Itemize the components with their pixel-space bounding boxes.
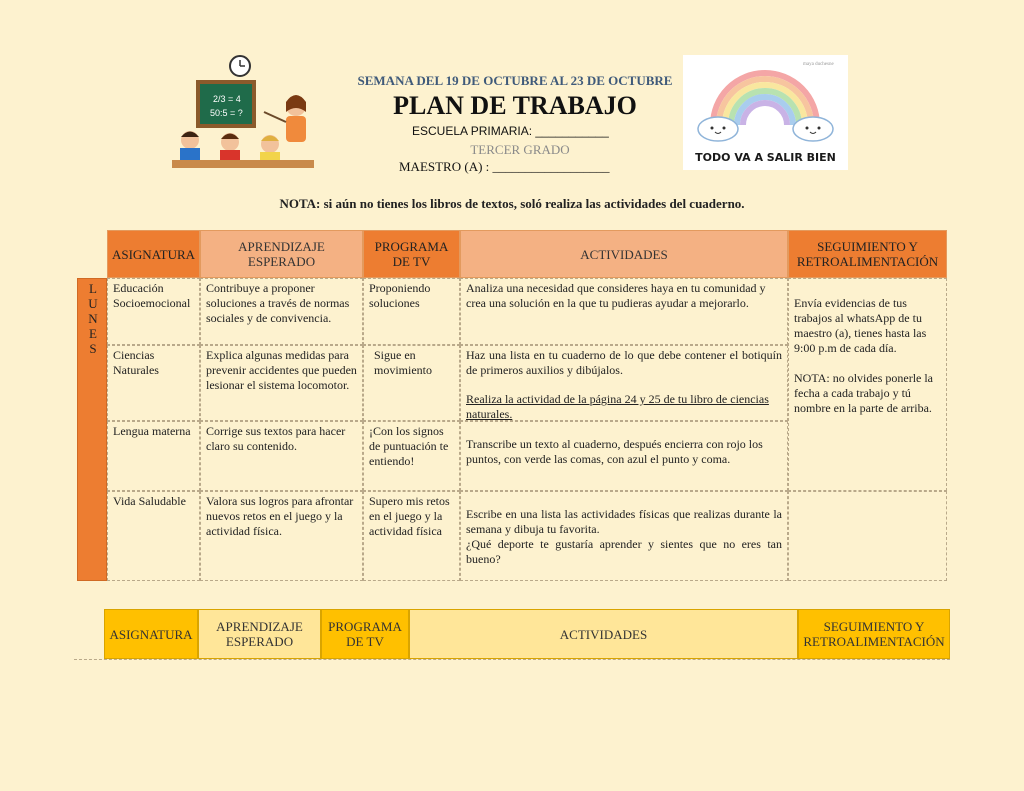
school-field: ESCUELA PRIMARIA: ___________ (412, 124, 609, 138)
row2-actividades-book: Realiza la actividad de la página 24 y 25 de tu libro de ciencias naturales. (466, 392, 769, 421)
rainbow-illustration (683, 55, 848, 170)
day-label-lunes: L U N E S (88, 281, 98, 356)
seguimiento-nota: NOTA: no olvides ponerle la fecha a cada trabajo y tú nombre en la parte de arriba. (794, 371, 934, 415)
grade-label: TERCER GRADO (470, 142, 570, 157)
row4-actividades-question: ¿Qué deporte te gustaría aprender y sientes que no eres tan bueno? (466, 537, 782, 566)
row2-actividades-text: Haz una lista en tu cuaderno de lo que debe contener el botiquín de primeros auxilios y dibújalos. (466, 348, 782, 377)
header-aprendizaje: APRENDIZAJE ESPERADO (200, 230, 363, 278)
row1-actividades: Analiza una necesidad que consideres haya en tu comunidad y crea una solución en la que tu pudieras ayudar a mejorarlo. (460, 278, 788, 345)
seguimiento-cell (788, 278, 947, 491)
row2-actividades (460, 345, 788, 421)
t2-header-asignatura: ASIGNATURA (104, 609, 198, 659)
header-seguimiento: SEGUIMIENTO Y RETROALIMENTACIÓN (788, 230, 947, 278)
header-programa: PROGRAMA DE TV (363, 230, 460, 278)
row3-asignatura: Lengua materna (107, 421, 200, 491)
teacher-field: MAESTRO (A) : __________________ (399, 159, 610, 174)
row1-aprendizaje: Contribuye a proponer soluciones a través de normas sociales y de convivencia. (200, 278, 363, 345)
t2-header-seguimiento: SEGUIMIENTO Y RETROALIMENTACIÓN (798, 609, 950, 659)
row4-actividades-text: Escribe en una lista las actividades físicas que realizas durante la semana y dibuja tu favorita. (466, 507, 782, 536)
row4-seguimiento (788, 491, 947, 581)
row4-actividades (460, 491, 788, 581)
rainbow-caption: TODO VA A SALIR BIEN (695, 151, 836, 164)
nota-banner: NOTA: si aún no tienes los libros de textos, soló realiza las actividades del cuaderno. (279, 196, 745, 211)
page-title: PLAN DE TRABAJO (393, 91, 637, 120)
seguimiento-instructions: Envía evidencias de tus trabajos al whatsApp de tu maestro (a), tienes hasta las 9:00 p.m de cada día. (794, 296, 927, 355)
t2-header-actividades: ACTIVIDADES (409, 609, 798, 659)
row3-aprendizaje: Corrige sus textos para hacer claro su contenido. (200, 421, 363, 491)
week-range: SEMANA DEL 19 DE OCTUBRE AL 23 DE OCTUBRE (357, 73, 673, 88)
row4-aprendizaje: Valora sus logros para afrontar nuevos retos en el juego y la actividad física. (200, 491, 363, 581)
row2-aprendizaje: Explica algunas medidas para prevenir accidentes que pueden lesionar el sistema locomotor. (200, 345, 363, 421)
header-actividades: ACTIVIDADES (460, 230, 788, 278)
row1-programa: Proponiendo soluciones (363, 278, 460, 345)
t2-bottom-line (74, 659, 950, 660)
board-line-2: 50:5 = ? (210, 108, 243, 118)
row3-actividades: Transcribe un texto al cuaderno, después encierra con rojo los puntos, con verde las comas, con azul el punto y coma. (460, 421, 788, 491)
classroom-illustration (168, 52, 318, 172)
row2-asignatura: Ciencias Naturales (107, 345, 200, 421)
t2-header-programa: PROGRAMA DE TV (321, 609, 409, 659)
row3-programa: ¡Con los signos de puntuación te entiendo! (363, 421, 460, 491)
board-line-1: 2/3 = 4 (213, 94, 241, 104)
header-asignatura: ASIGNATURA (107, 230, 200, 278)
row4-programa: Supero mis retos en el juego y la actividad física (363, 491, 460, 581)
row1-asignatura: Educación Socioemocional (107, 278, 200, 345)
day-column-lunes (77, 278, 107, 581)
row2-programa: Sigue en movimiento (363, 345, 460, 421)
t2-header-aprendizaje: APRENDIZAJE ESPERADO (198, 609, 321, 659)
row4-asignatura: Vida Saludable (107, 491, 200, 581)
rainbow-signature: maya duchesne (803, 62, 834, 67)
